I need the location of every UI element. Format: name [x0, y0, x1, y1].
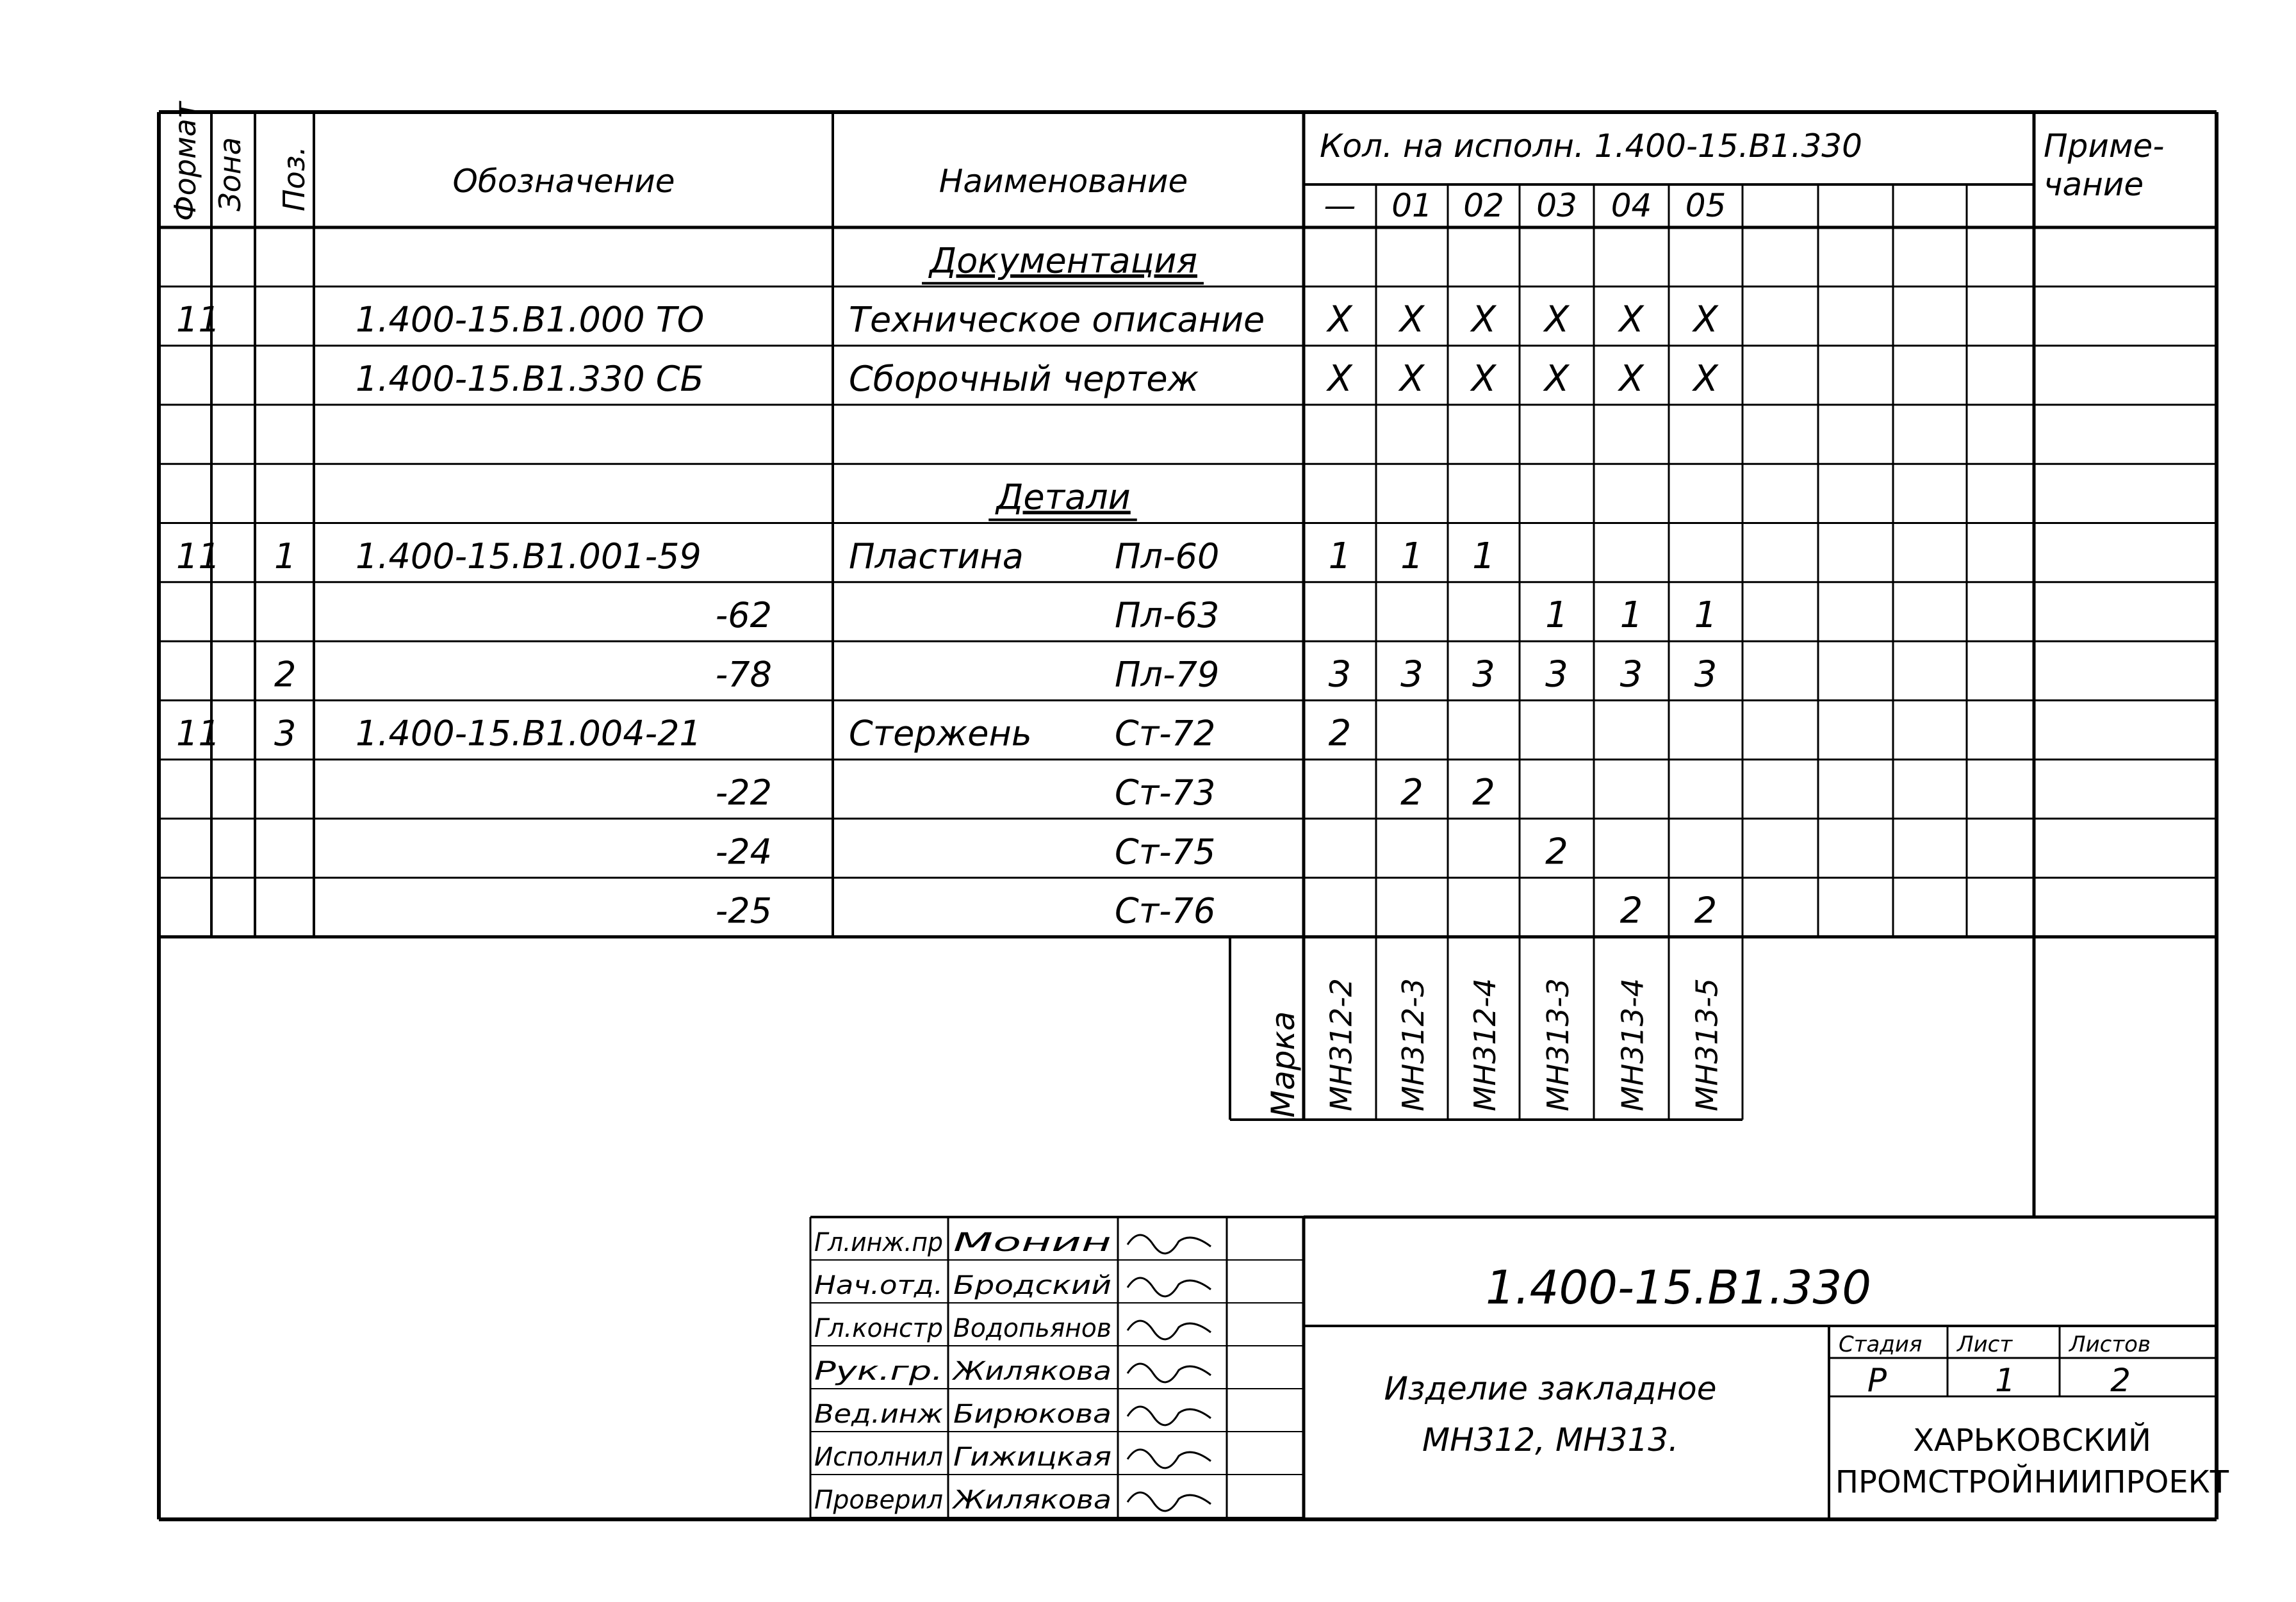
qty-cell: 1 — [1328, 535, 1352, 577]
signature-role: Вед.инж — [814, 1400, 943, 1429]
qty-cell: X — [1399, 357, 1425, 400]
table-row — [176, 535, 1495, 577]
signature-row — [814, 1228, 1211, 1257]
col-pos-header: Поз. — [277, 146, 311, 211]
signature-table — [814, 1228, 1211, 1515]
col-note-header-line2: чание — [2044, 166, 2144, 203]
qty-cell: 3 — [1400, 653, 1423, 696]
row-mark: Ст-73 — [1115, 772, 1216, 813]
row-format: 11 — [176, 299, 220, 340]
col-note-header-line1: Приме- — [2044, 127, 2165, 165]
signature-scribble — [1128, 1235, 1211, 1254]
table-row — [716, 594, 1718, 636]
signature-row — [814, 1400, 1211, 1429]
sheets-value: 2 — [2110, 1362, 2131, 1399]
sheets-label: Листов — [2069, 1332, 2151, 1357]
signature-role: Проверил — [814, 1485, 943, 1515]
table-row — [274, 653, 1717, 695]
variant-header: 01 — [1391, 187, 1432, 224]
signature-name: Гижицкая — [953, 1443, 1111, 1472]
variant-header: 05 — [1685, 187, 1726, 224]
col-zone-header: Зона — [213, 137, 247, 211]
row-name: Техническое описание — [849, 299, 1265, 340]
signature-name: Водопьянов — [953, 1314, 1111, 1343]
spec-header — [168, 101, 2164, 224]
row-format: 11 — [176, 713, 220, 754]
mark-value: МН312-4 — [1468, 978, 1502, 1111]
row-name: Пластина — [849, 535, 1024, 576]
qty-cell: 2 — [1545, 831, 1568, 873]
sheet-label: Лист — [1957, 1332, 2013, 1357]
table-row — [988, 477, 1137, 520]
signature-role: Исполнил — [814, 1443, 943, 1472]
title-block — [814, 1228, 2229, 1515]
qty-cell: 2 — [1472, 772, 1495, 813]
document-title-line2: МН312, МН313. — [1422, 1421, 1679, 1459]
mark-value: МН312-2 — [1324, 978, 1359, 1111]
qty-cell: 3 — [1694, 653, 1718, 696]
row-position: 3 — [274, 713, 297, 754]
qty-cell: 2 — [1694, 890, 1718, 932]
signature-role: Гл.констр — [814, 1314, 943, 1343]
row-designation: 1.400-15.B1.330 СБ — [356, 358, 704, 399]
signature-row — [814, 1485, 1211, 1515]
signature-role: Рук.гр. — [814, 1357, 943, 1386]
qty-cell: 3 — [1545, 653, 1568, 696]
row-mark: Пл-60 — [1115, 535, 1220, 576]
qty-cell: X — [1471, 298, 1496, 341]
stage-label: Стадия — [1839, 1332, 1923, 1357]
variant-header: 03 — [1536, 187, 1577, 224]
row-name: Стержень — [849, 713, 1032, 754]
row-designation: -22 — [715, 772, 772, 813]
variant-header: 04 — [1611, 187, 1652, 224]
qty-cell: 2 — [1328, 712, 1352, 755]
signature-row — [814, 1357, 1211, 1386]
qty-cell: X — [1544, 357, 1570, 400]
row-designation: -62 — [715, 595, 772, 636]
organization-line1: ХАРЬКОВСКИЙ — [1913, 1423, 2151, 1459]
mark-value: МН313-3 — [1541, 978, 1575, 1111]
signature-name: Бродский — [953, 1271, 1111, 1300]
row-mark: Ст-72 — [1115, 713, 1216, 754]
col-format-header: Формат — [168, 101, 202, 221]
mark-value: МН313-5 — [1689, 978, 1725, 1111]
qty-cell: 2 — [1400, 772, 1423, 813]
section-title: Детали — [996, 477, 1131, 518]
row-name: Сборочный чертеж — [849, 358, 1199, 399]
row-designation: -78 — [715, 654, 772, 695]
signature-scribble — [1128, 1407, 1211, 1425]
signature-role: Нач.отд. — [814, 1271, 943, 1300]
row-format: 11 — [176, 535, 220, 576]
qty-cell: X — [1544, 298, 1570, 341]
qty-cell: 1 — [1545, 594, 1568, 637]
table-row — [176, 299, 1719, 341]
row-designation: 1.400-15.B1.004-21 — [356, 713, 701, 754]
qty-cell: 1 — [1400, 535, 1423, 577]
row-position: 2 — [274, 654, 297, 695]
qty-cell: 1 — [1694, 594, 1718, 637]
signature-role: Гл.инж.пр — [814, 1228, 943, 1257]
qty-cell: 3 — [1620, 653, 1643, 696]
signature-row — [814, 1271, 1211, 1300]
qty-cell: X — [1619, 298, 1644, 341]
mark-value: МН313-4 — [1615, 978, 1650, 1111]
table-row — [716, 890, 1718, 932]
document-code: 1.400-15.B1.330 — [1485, 1261, 1872, 1314]
sheet-value: 1 — [1995, 1362, 2015, 1399]
qty-cell: X — [1327, 357, 1352, 400]
row-designation: -24 — [715, 831, 772, 872]
document-title-line1: Изделие закладное — [1384, 1370, 1717, 1407]
marks-label: Марка — [1265, 1011, 1302, 1118]
row-designation: 1.400-15.B1.001-59 — [356, 535, 701, 576]
col-designation-header: Обозначение — [452, 163, 675, 200]
col-qty-header: Кол. на исполн. 1.400-15.B1.330 — [1320, 127, 1862, 165]
row-mark: Ст-75 — [1115, 831, 1216, 872]
signature-scribble — [1128, 1364, 1211, 1382]
signature-name: Монин — [953, 1228, 1111, 1257]
qty-cell: X — [1693, 298, 1718, 341]
variant-headers — [1324, 187, 1726, 224]
signature-scribble — [1128, 1278, 1211, 1296]
row-designation: -25 — [715, 890, 772, 931]
signature-name: Жилякова — [951, 1357, 1111, 1386]
table-row — [922, 240, 1204, 283]
qty-cell: 1 — [1620, 594, 1643, 637]
table-row — [176, 713, 1351, 755]
mark-value: МН312-3 — [1396, 978, 1431, 1111]
qty-cell: X — [1619, 357, 1644, 400]
marks-values — [1324, 978, 1725, 1111]
signature-name: Жилякова — [951, 1485, 1111, 1515]
qty-cell: 1 — [1472, 535, 1495, 577]
stage-value: Р — [1867, 1362, 1887, 1399]
organization-line2: ПРОМСТРОЙНИИПРОЕКТ — [1835, 1464, 2229, 1500]
variant-header: 02 — [1463, 187, 1504, 224]
table-row — [716, 831, 1568, 872]
signature-row — [814, 1314, 1211, 1343]
row-mark: Пл-63 — [1115, 595, 1220, 636]
row-designation: 1.400-15.B1.000 ТО — [356, 299, 705, 340]
spec-rows — [176, 240, 1719, 931]
col-name-header: Наименование — [939, 163, 1188, 200]
row-position: 1 — [274, 535, 297, 576]
qty-cell: 3 — [1472, 653, 1495, 696]
qty-cell: X — [1471, 357, 1496, 400]
qty-cell: 3 — [1328, 653, 1352, 696]
table-row — [356, 358, 1719, 400]
signature-scribble — [1128, 1450, 1211, 1468]
signature-name: Бирюкова — [953, 1400, 1111, 1429]
row-mark: Ст-76 — [1115, 890, 1216, 931]
signature-scribble — [1128, 1321, 1211, 1339]
variant-header: — — [1324, 187, 1356, 224]
qty-cell: 2 — [1620, 890, 1643, 932]
row-mark: Пл-79 — [1115, 654, 1220, 695]
marks-row — [1265, 978, 1725, 1118]
qty-cell: X — [1399, 298, 1425, 341]
qty-cell: X — [1327, 298, 1352, 341]
section-title: Документация — [930, 240, 1197, 281]
signature-row — [814, 1443, 1211, 1472]
qty-cell: X — [1693, 357, 1718, 400]
signature-scribble — [1128, 1492, 1211, 1511]
